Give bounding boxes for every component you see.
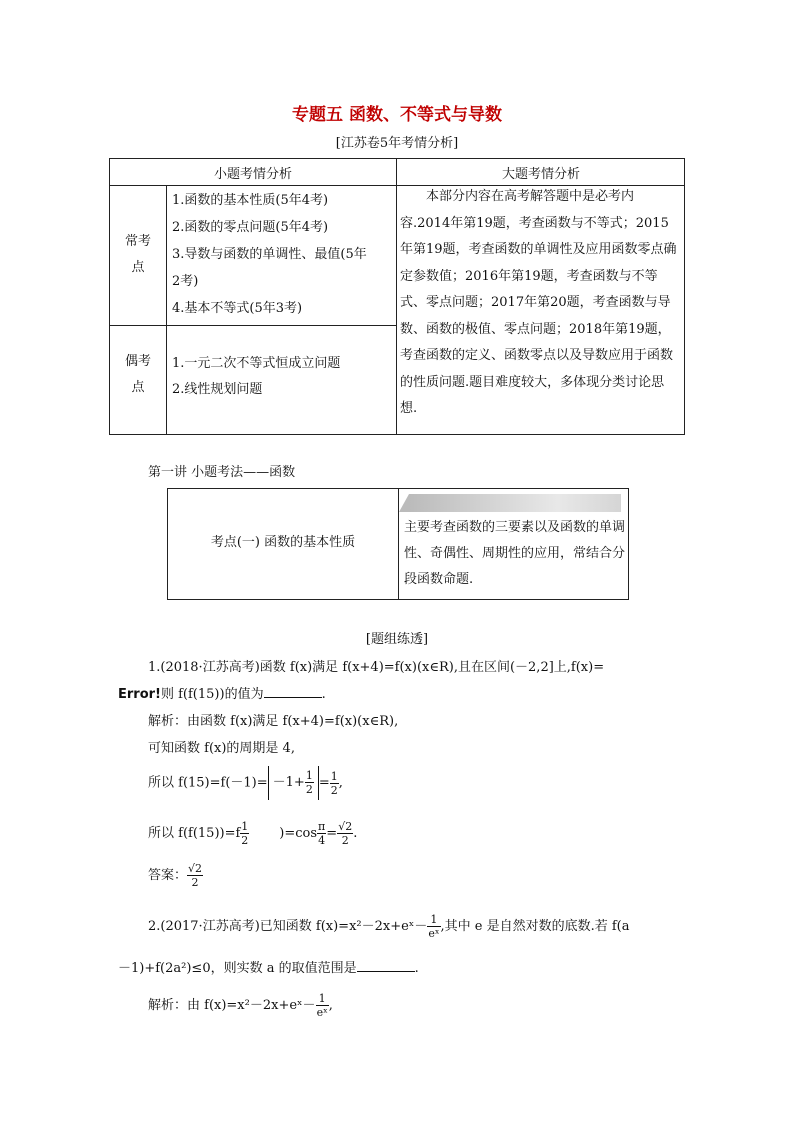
answer-label: 答案： (148, 868, 188, 883)
question-1-line2 (118, 683, 326, 702)
solution-text: 所以 f(f(15))=f (148, 826, 241, 841)
denominator: 2 (191, 876, 199, 889)
list-item: 2.函数的零点问题(5年4考) (172, 220, 329, 235)
numerator: 1 (427, 913, 440, 927)
lecture-heading: 第一讲 小题考法——函数 (148, 465, 296, 480)
denominator: 4 (318, 834, 326, 847)
solution-line (148, 766, 343, 800)
page-subtitle: [江苏卷5年考情分析] (335, 136, 459, 151)
denominator: 2 (241, 834, 249, 847)
question-text: 2.(2017·江苏高考)已知函数 f(x)=x²－2x+eˣ－ (148, 919, 428, 934)
list-item: 2考) (172, 274, 199, 289)
fraction (305, 769, 314, 796)
error-text: Error! (118, 687, 161, 702)
period: . (414, 961, 419, 976)
section-heading: [题组练透] (365, 632, 429, 647)
denominator: eˣ (316, 1006, 328, 1019)
row-label-line: 点 (131, 380, 145, 395)
topic-name: 考点(一) 函数的基本性质 (210, 535, 356, 550)
denominator: 2 (330, 783, 338, 797)
fraction (337, 820, 353, 847)
fraction (316, 992, 329, 1019)
header-small-questions: 小题考情分析 (213, 167, 292, 182)
big-question-analysis: 本部分内容在高考解答题中是必考内容.2014年第19题，考查函数与不等式；2015年第19题，考查函数的单调性及应用函数零点确定参数值；2016年第19题，考查函数与不等式、零点问题；2017年第20题，考查函数与导数、函数的极值、零点问题；2018年第19题，考查函数的定义、函数零点以及导数应用于函数的性质问题.题目难度较大，多体现分类讨论思想. (400, 189, 677, 416)
banner-decoration (399, 494, 409, 512)
denominator: 2 (305, 783, 313, 796)
denominator: 2 (341, 834, 349, 847)
header-big-questions: 大题考情分析 (501, 167, 580, 182)
list-item: 4.基本不等式(5年3考) (172, 301, 303, 316)
row-label-line: 常考 (124, 234, 151, 249)
comma: , (328, 998, 333, 1013)
table-divider (166, 185, 167, 434)
page-title: 专题五 函数、不等式与导数 (292, 105, 502, 125)
absolute-value (268, 766, 319, 800)
answer-blank (264, 687, 322, 698)
denominator: eˣ (428, 927, 440, 940)
question-text: －1)+f(2a²)≤0，则实数 a 的取值范围是 (118, 961, 357, 976)
list-item: 2.线性规划问题 (172, 382, 263, 397)
row-label-line: 偶考 (124, 354, 151, 369)
row-label-occasional (110, 349, 166, 401)
topic-table (167, 488, 629, 600)
list-item: 1.函数的基本性质(5年4考) (172, 193, 329, 208)
solution-line: 解析：由函数 f(x)满足 f(x+4)=f(x)(x∈R), (148, 714, 399, 729)
fraction (330, 770, 339, 797)
question-2-line2 (118, 957, 419, 976)
equals: = (326, 826, 338, 841)
solution-line (148, 992, 333, 1019)
answer-line (148, 862, 203, 889)
fraction (427, 913, 440, 940)
comma: , (338, 775, 343, 791)
fraction (317, 820, 326, 847)
abs-content: －1+ (272, 775, 305, 790)
numerator: 1 (330, 769, 338, 783)
period: . (353, 826, 358, 841)
solution-text: 解析：由 f(x)=x²－2x+eˣ－ (148, 998, 316, 1013)
solution-line: 可知函数 f(x)的周期是 4, (148, 741, 295, 756)
table-divider (110, 325, 397, 326)
equals: = (318, 775, 330, 791)
numerator: √2 (338, 820, 353, 833)
numerator: 1 (316, 992, 329, 1006)
topic-description: 主要考查函数的三要素以及函数的单调性、奇偶性、周期性的应用，常结合分段函数命题. (404, 520, 626, 587)
solution-text: )=cos (279, 826, 318, 841)
banner-decoration (409, 494, 621, 512)
fraction (240, 820, 249, 847)
question-2-line1 (148, 913, 630, 940)
table-divider (396, 159, 397, 434)
numerator: 1 (305, 769, 313, 782)
solution-line (148, 820, 357, 847)
question-text: ,其中 e 是自然对数的底数.若 f(a (440, 919, 630, 934)
question-1-line1: 1.(2018·江苏高考)函数 f(x)满足 f(x+4)=f(x)(x∈R),且在区间(－2,2]上,f(x)= (148, 660, 605, 675)
numerator: √2 (188, 862, 203, 875)
question-text: 则 f(f(15))的值为 (160, 687, 264, 702)
list-item: 3.导数与函数的单调性、最值(5年 (172, 247, 367, 262)
solution-text: 所以 f(15)=f(－1)= (148, 775, 268, 791)
numerator: 1 (241, 820, 249, 833)
answer-blank (357, 961, 415, 972)
period: . (321, 687, 326, 702)
numerator: π (318, 820, 326, 833)
row-label-line: 点 (131, 260, 145, 275)
row-label-common (110, 229, 166, 281)
list-item: 1.一元二次不等式恒成立问题 (172, 356, 341, 371)
fraction (187, 862, 203, 889)
